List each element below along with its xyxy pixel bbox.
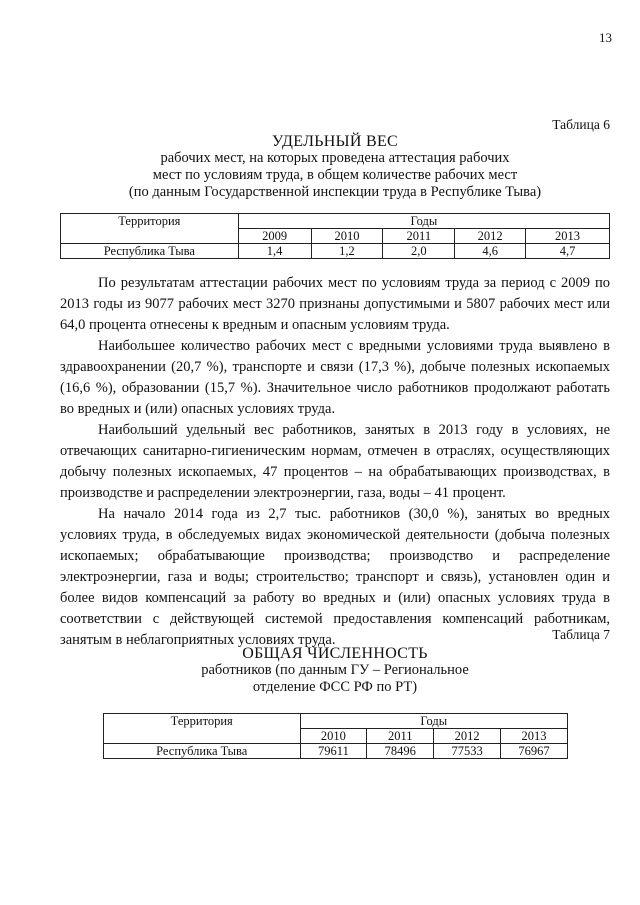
table7-value-cell: 78496 [367, 744, 434, 759]
table6-header-territory: Территория [61, 214, 239, 244]
table6-title: УДЕЛЬНЫЙ ВЕС [271, 133, 398, 150]
table7-subtitle-line-2: отделение ФСС РФ по РТ) [252, 679, 418, 695]
table6-value-cell: 4,6 [455, 244, 526, 259]
table6-title-block [60, 133, 610, 201]
paragraph: Наибольшее количество рабочих мест с вредными условиями труда выявлено в здравоохранении (20,7 %), транспорте и связи (17,3 %), добыче полезных ископаемых (16,6 %), образовании (15,7 %). Значительное число работников продолжают работать во вредных и (или) опасных условиях труда. [60, 338, 610, 417]
table7-value-cell: 79611 [300, 744, 367, 759]
table7-title-block [85, 645, 585, 696]
table7-subtitle-line-1: работников (по данным ГУ – Региональное [201, 662, 469, 678]
paragraph: Наибольший удельный вес работников, занятых в 2013 году в условиях, не отвечающих санитарно-гигиеническим нормам, отмечен в отраслях, осуществляющих добычу полезных ископаемых, 47 процентов – на обрабатывающих производствах, в производстве и распределении электроэнергии, газа, воды – 41 процент. [60, 422, 610, 501]
table6-row-label: Республика Тыва [61, 244, 239, 259]
body-text [60, 273, 610, 651]
table7-title: ОБЩАЯ ЧИСЛЕННОСТЬ [242, 645, 428, 662]
table7-label: Таблица 7 [552, 627, 610, 642]
table6-value-cell: 4,7 [526, 244, 610, 259]
table6-label: Таблица 6 [552, 117, 610, 132]
table6-subtitle-line-3: (по данным Государственной инспекции труда в Республике Тыва) [128, 184, 542, 200]
table7-value-cell: 76967 [501, 744, 568, 759]
table6-year-cell: 2013 [526, 229, 610, 244]
table6 [60, 213, 610, 259]
table7-year-cell: 2011 [367, 729, 434, 744]
table7-header-territory: Территория [104, 714, 301, 744]
table6-year-cell: 2010 [311, 229, 383, 244]
table7-row-label: Республика Тыва [104, 744, 301, 759]
table6-subtitle-line-2: мест по условиям труда, в общем количестве рабочих мест [152, 167, 518, 183]
table6-year-cell: 2012 [455, 229, 526, 244]
table6-year-cell: 2009 [238, 229, 311, 244]
table7 [103, 713, 568, 759]
table6-value-cell: 1,4 [238, 244, 311, 259]
table6-value-cell: 1,2 [311, 244, 383, 259]
table7-year-cell: 2013 [501, 729, 568, 744]
page-number: 13 [599, 30, 612, 45]
table6-value-cell: 2,0 [383, 244, 455, 259]
table6-subtitle-line-1: рабочих мест, на которых проведена аттестация рабочих [160, 150, 510, 166]
table7-header-years: Годы [300, 714, 568, 729]
table7-year-cell: 2012 [434, 729, 501, 744]
paragraph: На начало 2014 года из 2,7 тыс. работников (30,0 %), занятых во вредных условиях труда, в обследуемых видах экономической деятельности (добыча полезных ископаемых; обрабатывающие производства; производство и распределение электроэнергии, газа и воды; строительство; транспорт и связь), установлен один и более видов компенсаций за работу во вредных и (или) опасных условиях труда в соответствии с действующей системой предоставления компенсаций работникам, занятым в неблагоприятных условиях труда. [60, 506, 610, 648]
table7-value-cell: 77533 [434, 744, 501, 759]
table6-header-years: Годы [238, 214, 609, 229]
table6-year-cell: 2011 [383, 229, 455, 244]
paragraph: По результатам аттестации рабочих мест по условиям труда за период с 2009 по 2013 годы из 9077 рабочих мест 3270 признаны допустимыми и 5807 рабочих мест или 64,0 процента отнесены к вредным и опасным условиям труда. [60, 275, 610, 333]
table7-year-cell: 2010 [300, 729, 367, 744]
